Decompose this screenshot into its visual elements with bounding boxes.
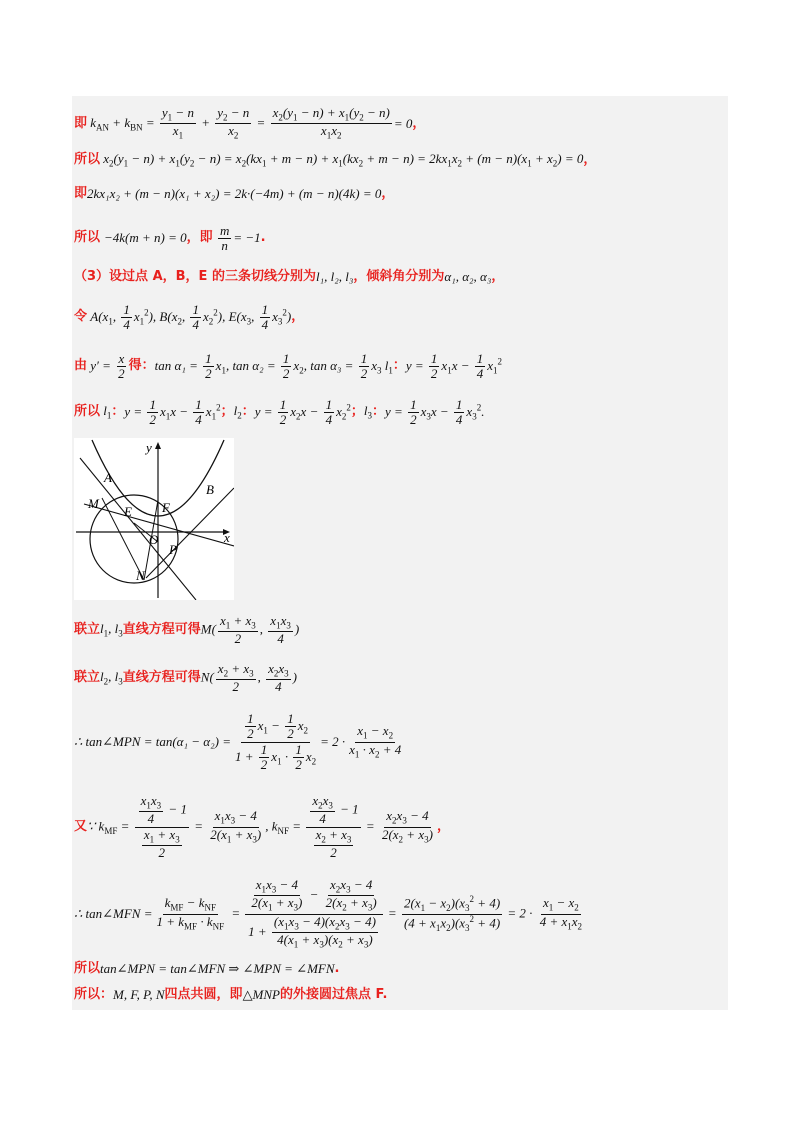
line-13: ∴ tan∠MFN = $\frac{k_{MF} - k_{NF}}{1 + k_{MF} \cdot k_{NF}}$ = $\frac{x_1x_3 - 4}{2(x_1 + x_3)}$ − $\frac{x_2x_3 - 4}{2(x_2 + x_3)}$ 1 + $\frac{(x_1x_3 - 4)(x_2x_3 - 4)}{4(x_1 + x_3)(x_2 + x_3)}$ = $\frac{2(x_1 - x_2)(x_3^2 + 4)}{(4 + x_1x_2)(x_3^2 + 4)}$ = 2 · $\frac{x_1 - x_2}{4 + x_1x_2}$ xyxy=(74,877,583,951)
svg-text:M: M xyxy=(88,496,99,511)
line-11: ∴ tan∠MPN = tan(α₁ − α₂) = $\frac{1}{2}$ $x_1$ − $\frac{1}{2}$ $x_2$ 1 + $\frac{1}{2}$ $x_1$ · $\frac{1}{2}$ $x_2$ = 2 · $\frac{x_1 - x_2}{x_1 \cdot x_2 + 4}$ xyxy=(74,711,402,772)
line-10: 联立 $l_2$, $l_3$ 直线方程可得 N( $\frac{x_2 + x_3}{2}$ , $\frac{x_2x_3}{4}$ ) xyxy=(74,661,298,695)
line-8: 所以 $l_1$ ： y = $\frac{1}{2}$ $x_1x$ − $\frac{1}{4}$ $x_1^2$ ； $l_2$ ： y = $\frac{1}{2}$ $x_2x$ − $\frac{1}{4}$ $x_2^2$ ； $l_3$ ： y = $\frac{1}{2}$ $x_3x$ − $\frac{1}{4}$ $x_3^2$. xyxy=(74,397,485,428)
line-6: 令 $A(x_1$, $\frac{1}{4}$ $x_1^2$), $B(x_2$, $\frac{1}{4}$ $x_2^2$), $E(x_3$, $\frac{1}{4}$ $x_3^2$) ， xyxy=(74,302,305,333)
line-12: 又 ∵ $k_{MF}$ = $\frac{x_1x_3}{4}$ − 1 $\frac{x_1 + x_3}{2}$ = $\frac{x_1x_3 - 4}{2(x_1 + x_3)}$ , $k_{NF}$ = $\frac{x_2x_3}{4}$ − 1 $\frac{x_2 + x_3}{2}$ = $\frac{x_2x_3 - 4}{2(x_2 + x_3)}$ ， xyxy=(74,793,450,861)
line-14: 所以 tan∠MPN = tan∠MFN ⇒ ∠MPN = ∠MFN . xyxy=(74,961,340,976)
parabola-circle-figure xyxy=(74,438,234,600)
line-7: 由 y′ = $\frac{x}{2}$ 得： tan α₁ = $\frac{1}{2}$ $x_1$, tan α₂ = $\frac{1}{2}$ $x_2$, tan α₃ = $\frac{1}{2}$ $x_3$ $l_1$ ： y = $\frac{1}{2}$ $x_1x$ − $\frac{1}{4}$ $x_1^2$ xyxy=(74,351,503,382)
svg-text:y: y xyxy=(146,440,152,455)
svg-text:x: x xyxy=(224,530,230,545)
line-3: 即 2kx₁x₂ + (m − n)(x₁ + x₂) = 2k·(−4m) + (m − n)(4k) = 0 ， xyxy=(74,186,395,201)
line-1: 即 $k_{AN} + k_{BN}$ = $\frac{y_1 - n}{x_1}$ + $\frac{y_2 - n}{x_2}$ = $\frac{x_2(y_1 - n) + x_1(y_2 - n)}{x_1x_2}$ = 0 ， xyxy=(74,105,426,142)
line-2: 所以 $x_2(y_1 - n) + x_1(y_2 - n) = x_2(kx_1 + m - n) + x_1(kx_2 + m - n) = 2kx_1x_2 + (m - n)(x_1 + x_2) = 0$ ， xyxy=(74,151,597,169)
svg-text:A: A xyxy=(104,470,112,485)
svg-text:O: O xyxy=(149,532,159,547)
points-abe: $A(x_1$, $\frac{1}{4}$ $x_1^2$), $B(x_2$, $\frac{1}{4}$ $x_2^2$), $E(x_3$, $\frac{1}{4}$ $x_3^2$) xyxy=(87,302,292,333)
line-9: 联立 $l_1$, $l_3$ 直线方程可得 M( $\frac{x_1 + x_3}{2}$ , $\frac{x_1x_3}{4}$ ) xyxy=(74,613,300,647)
svg-text:N: N xyxy=(136,568,145,583)
svg-text:P: P xyxy=(169,542,177,557)
eq-expand: $x_2(y_1 - n) + x_1(y_2 - n) = x_2(kx_1 + m - n) + x_1(kx_2 + m - n) = 2kx_1x_2 + (m - n)(x_1 + x_2) = 0$ xyxy=(100,151,584,169)
svg-text:B: B xyxy=(206,482,214,497)
line-5: （3）设过点 A，B，E 的三条切线分别为 l₁, l₂, l₃ ，倾斜角分别为 α₁, α₂, α₃ ， xyxy=(74,269,505,284)
svg-text:F: F xyxy=(162,500,170,515)
line-4: 所以 −4k(m + n) = 0 ， 即 $\frac{m}{n}$ = −1 . xyxy=(74,223,266,254)
svg-text:E: E xyxy=(124,504,132,519)
line-15: 所以： M, F, P, N 四点共圆，即 △MNP 的外接圆过焦点 F. xyxy=(74,987,388,1002)
eq-kan-kbn: $k_{AN} + k_{BN}$ = $\frac{y_1 - n}{x_1}$ + $\frac{y_2 - n}{x_2}$ = $\frac{x_2(y_1 - n) + x_1(y_2 - n)}{x_1x_2}$ xyxy=(87,105,390,142)
